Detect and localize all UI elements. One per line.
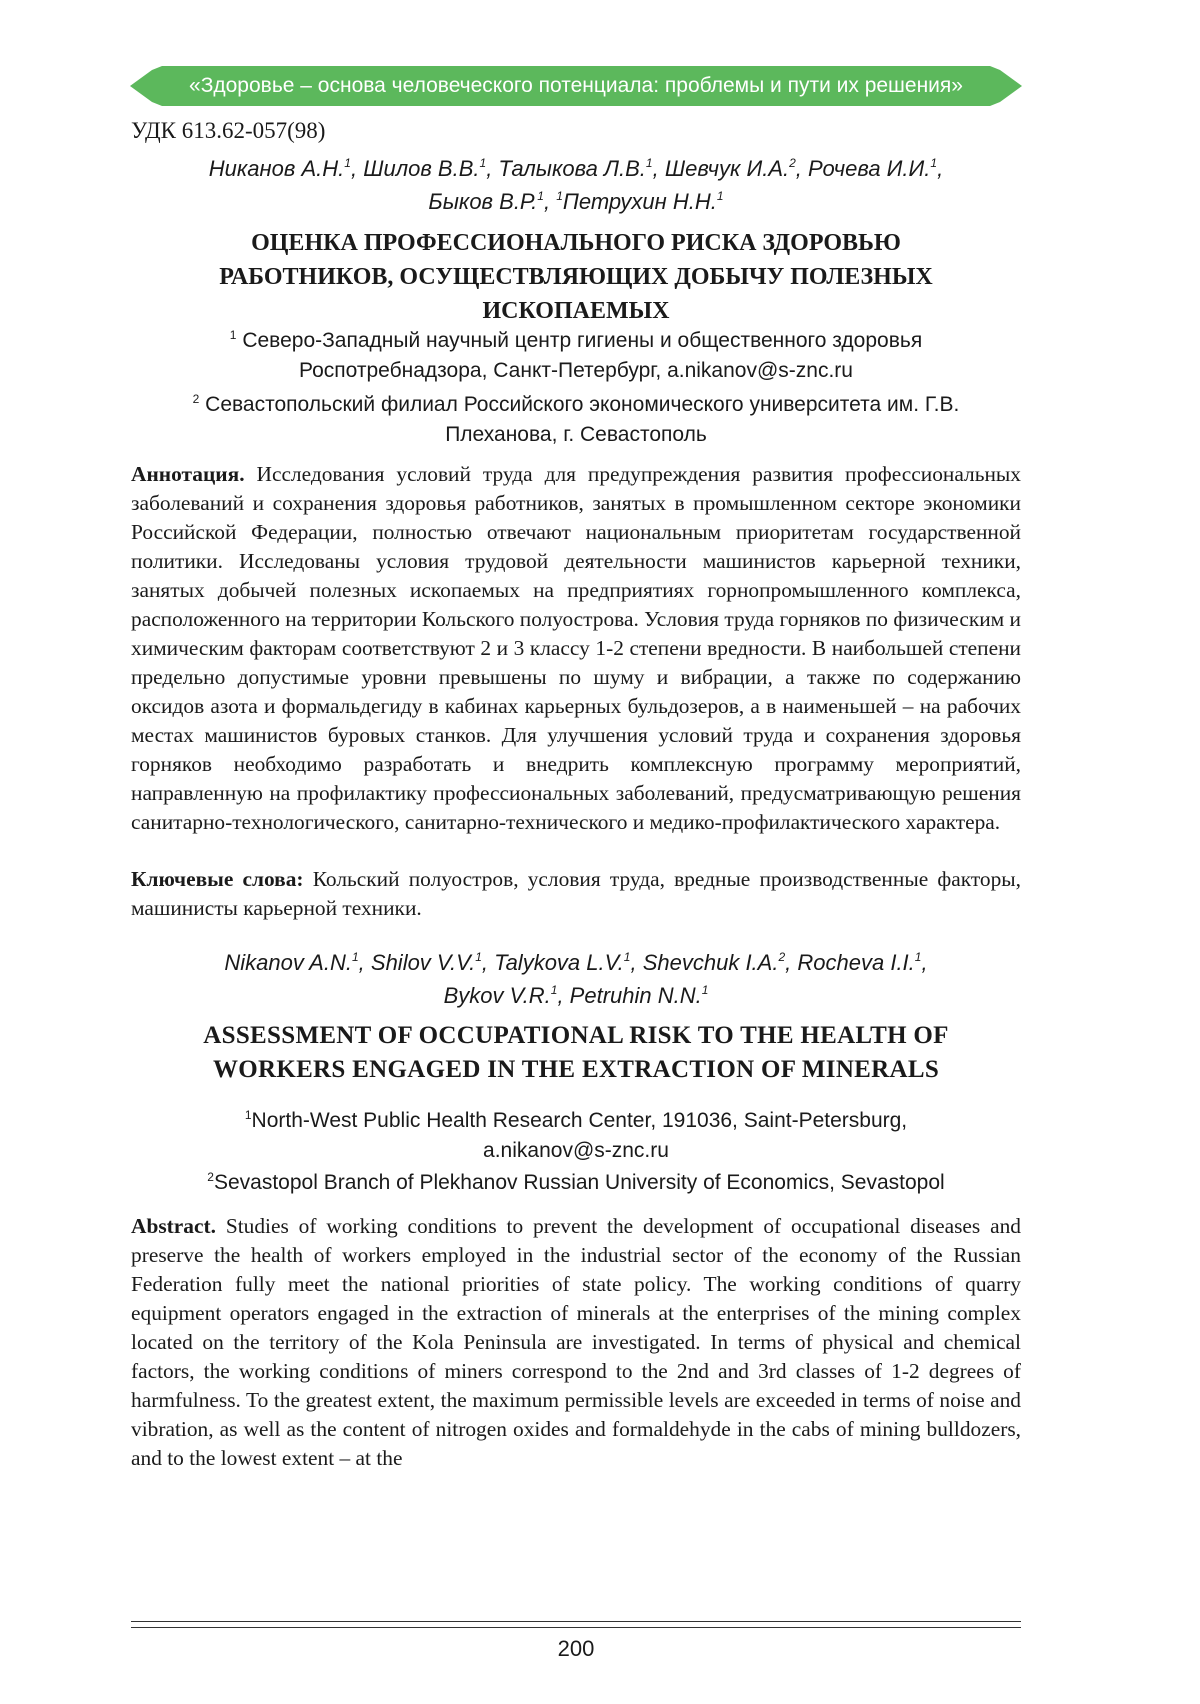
affil-marker: 1 (244, 1108, 252, 1122)
author-affil-marker: 1 (716, 189, 724, 203)
author-affil-marker: 1 (550, 983, 558, 997)
ru-authors (131, 152, 1021, 218)
ru-affiliation-1 (131, 326, 1021, 386)
author-name: Шевчук И.А. (664, 156, 790, 181)
author-name: Shevchuk I.A. (642, 950, 779, 975)
en-title (131, 1019, 1021, 1087)
author-affil-marker: 1 (344, 156, 351, 170)
en-authors-line1 (131, 946, 1021, 979)
author-name: Шилов В.В. (363, 156, 480, 181)
author-name: Талыкова Л.В. (498, 156, 646, 181)
ru-keywords-text: Кольский полуостров, условия труда, вредные производственные факторы, машинисты карьерной техники. (131, 867, 1021, 920)
en-abstract-text: Studies of working conditions to prevent the development of occupational diseases and preserve the health of workers employed in the industrial sector of the economy of the Russian Federation fully meet the national priorities of state policy. The working conditions of quarry equipment operators engaged in the extraction of minerals at the enterprises of the mining complex located on the territory of the Kola Peninsula are investigated. In terms of physical and chemical factors, the working conditions of miners correspond to the 2nd and 3rd classes of 1-2 degrees of harmfulness. To the greatest extent, the maximum permissible levels are exceeded in terms of noise and vibration, as well as the content of nitrogen oxides and formaldehyde in the cabs of mining bulldozers, and to the lowest extent – at the (131, 1214, 1021, 1470)
en-authors (131, 946, 1021, 1012)
author-name: Nikanov A.N. (224, 950, 352, 975)
ru-title-line: ИСКОПАЕМЫХ (482, 298, 670, 324)
en-authors-line2 (131, 979, 1021, 1012)
author-name: Никанов А.Н. (208, 156, 345, 181)
en-affiliation-1 (131, 1106, 1021, 1166)
ru-title-line: ОЦЕНКА ПРОФЕССИОНАЛЬНОГО РИСКА ЗДОРОВЬЮ (251, 230, 901, 256)
author-affil-marker: 1 (475, 950, 482, 964)
author-name: Petruhin N.N. (569, 983, 702, 1008)
header-banner (130, 66, 1022, 106)
author-affil-marker: 1 (930, 156, 938, 170)
author-affil-marker: 1 (701, 983, 709, 997)
ru-keywords (131, 865, 1021, 923)
affil-text: Роспотребнадзора, Санкт-Петербург, a.nikanov@s-znc.ru (299, 359, 853, 382)
ru-keywords-label: Ключевые слова: (131, 867, 304, 891)
en-abstract-label: Abstract. (131, 1214, 216, 1238)
author-separator: , (785, 950, 798, 975)
author-affil-marker: 1 (556, 189, 563, 203)
udk-code: УДК 613.62-057(98) (131, 118, 326, 143)
author-separator: , (630, 950, 643, 975)
author-separator: , (795, 156, 809, 181)
author-name: Rocheva I.I. (797, 950, 915, 975)
author-separator: , (358, 950, 371, 975)
footer-rule-bottom (131, 1627, 1021, 1628)
en-title-line: ASSESSMENT OF OCCUPATIONAL RISK TO THE HEALTH OF (203, 1022, 949, 1049)
author-name: Быков В.Р. (428, 189, 538, 214)
affil-text: Sevastopol Branch of Plekhanov Russian University of Economics, Sevastopol (213, 1171, 945, 1194)
author-affil-marker: 1 (351, 950, 359, 964)
author-affil-marker: 1 (623, 950, 631, 964)
author-name: Bykov V.R. (443, 983, 551, 1008)
affil-marker: 1 (229, 328, 237, 342)
author-separator: , (921, 950, 928, 975)
ru-affiliation-2 (131, 390, 1021, 450)
author-affil-marker: 1 (914, 950, 922, 964)
en-affiliation-2 (131, 1168, 1021, 1198)
affil-text: Северо-Западный научный центр гигиены и общественного здоровья (242, 329, 923, 352)
author-separator: , (557, 983, 570, 1008)
affil-marker: 2 (192, 392, 200, 406)
affil-marker: 2 (207, 1170, 214, 1184)
author-separator: , (937, 156, 944, 181)
author-affil-marker: 1 (537, 189, 544, 203)
ru-abstract-label: Аннотация. (131, 462, 245, 486)
ru-abstract-text: Исследования условий труда для предупреждения развития профессиональных заболеваний и сохранения здоровья работников, занятых в промышленном секторе экономики Российской Федерации, полностью отвечают национальным приоритетам государственной политики. Исследованы условия трудовой деятельности машинистов карьерной техники, занятых добычей полезных ископаемых на предприятиях горнопромышленного комплекса, расположенного на территории Кольского полуострова. Условия труда горняков по физическим и химическим факторам соответствуют 2 и 3 классу 1-2 степени вредности. В наибольшей степени предельно допустимые уровни превышены по шуму и вибрации, а также по содержанию оксидов азота и формальдегиду в кабинах карьерных бульдозеров, а в наименьшей – на рабочих местах машинистов буровых станков. Для улучшения условий труда и сохранения здоровья горняков необходимо разработать и внедрить комплексную программу мероприятий, направленную на профилактику профессиональных заболеваний, предусматривающую решения санитарно-технологического, санитарно-технического и медико-профилактического характера. (131, 462, 1021, 834)
ru-title-line: РАБОТНИКОВ, ОСУЩЕСТВЛЯЮЩИХ ДОБЫЧУ ПОЛЕЗНЫХ (219, 264, 933, 290)
author-name: Рочева И.И. (808, 156, 931, 181)
author-separator: , (486, 156, 499, 181)
author-affil-marker: 1 (479, 156, 487, 170)
ru-abstract (131, 460, 1021, 837)
ru-authors-line1 (131, 152, 1021, 185)
affil-text: North-West Public Health Research Center, 191036, Saint-Petersburg, (251, 1109, 908, 1132)
en-abstract (131, 1212, 1021, 1473)
affil-text: a.nikanov@s-znc.ru (483, 1139, 669, 1162)
author-separator: , (543, 189, 557, 214)
author-separator: , (350, 156, 364, 181)
banner-title: «Здоровье – основа человеческого потенциала: проблемы и пути их решения» (189, 74, 963, 97)
ru-authors-line2 (131, 185, 1021, 218)
affil-text: Плеханова, г. Севастополь (445, 423, 707, 446)
author-affil-marker: 2 (789, 156, 796, 170)
author-name: Петрухин Н.Н. (562, 189, 717, 214)
author-name: Shilov V.V. (370, 950, 476, 975)
page-number: 200 (557, 1636, 595, 1661)
affil-text: Севастопольский филиал Российского экономического университета им. Г.В. (205, 393, 960, 416)
author-separator: , (481, 950, 495, 975)
author-affil-marker: 1 (645, 156, 653, 170)
en-title-line: WORKERS ENGAGED IN THE EXTRACTION OF MINERALS (212, 1056, 940, 1083)
author-separator: , (652, 156, 665, 181)
author-affil-marker: 2 (778, 950, 786, 964)
ru-title (131, 226, 1021, 328)
footer-rule-top (131, 1621, 1021, 1622)
author-name: Talykova L.V. (494, 950, 624, 975)
